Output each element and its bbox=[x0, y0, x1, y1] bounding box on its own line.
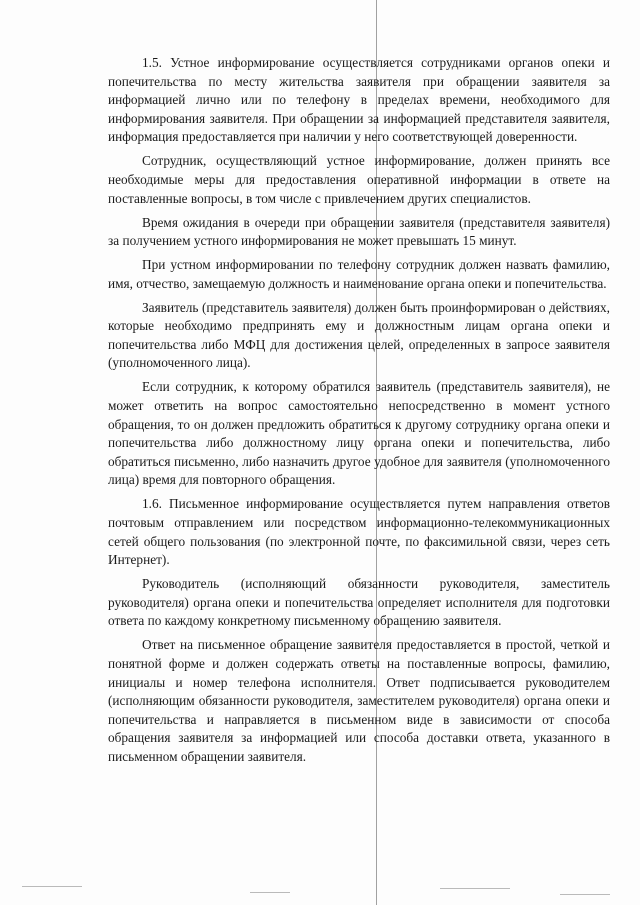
paragraph-1-6-written-info: 1.6. Письменное информирование осуществляется путем направления ответов почтовым отправлением или посредством информационно-телекоммуникационных сетей общего пользования (по электронной почте, по факсимильной связи, через сеть Интернет). bbox=[108, 496, 610, 568]
paragraph-written-reply: Ответ на письменное обращение заявителя предоставляется в простой, четкой и понятной форме и должен содержать ответы на поставленные вопросы, фамилию, инициалы и номер телефона исполнителя. Ответ подписывается руководителем (исполняющим обязанности руководителя, заместителем руководителя) органа опеки и попечительства и направляется в письменном виде в зависимости от способа обращения заявителя за информацией или способа доставки ответа, указанного в письменном обращении заявителя. bbox=[108, 637, 610, 764]
scan-artifact bbox=[560, 894, 610, 895]
paragraph-head-assigns: Руководитель (исполняющий обязанности руководителя, заместитель руководителя) органа опеки и попечительства определяет исполнителя для подготовки ответа по каждому конкретному письменному обращению заявителя. bbox=[108, 576, 610, 629]
paragraph-1-5-oral-info: 1.5. Устное информирование осуществляется сотрудниками органов опеки и попечительства по месту жительства заявителя при обращении заявителя за информацией лично или по телефону в пределах времени, необходимого для информирования заявителя. При обращении за информацией представителя заявителя, информация предоставляется при наличии у него соответствующей доверенности. bbox=[108, 55, 610, 145]
paragraph-waiting-time: Время ожидания в очереди при обращении заявителя (представителя заявителя) за получением устного информирования не может превышать 15 минут. bbox=[108, 214, 610, 249]
scan-artifact bbox=[250, 892, 290, 893]
paragraph-applicant-informed: Заявитель (представитель заявителя) должен быть проинформирован о действиях, которые необходимо предпринять ему и должностным лицам органа опеки и попечительства либо МФЦ для достижения целей, определенных в запросе заявителя (уполномоченного лица). bbox=[108, 299, 610, 371]
paragraph-redirect: Если сотрудник, к которому обратился заявитель (представитель заявителя), не может ответить на вопрос самостоятельно непосредственно в момент устного обращения, то он должен предложить обратиться к другому сотруднику органа опеки и попечительства либо должностному лицу органа опеки и попечительства, либо обратиться письменно, либо назначить другое удобное для заявителя (уполномоченного лица) время для повторного обращения. bbox=[108, 379, 610, 488]
scan-artifacts bbox=[0, 882, 640, 902]
paragraph-phone-info: При устном информировании по телефону сотрудник должен назвать фамилию, имя, отчество, замещаемую должность и наименование органа опеки и попечительства. bbox=[108, 257, 610, 291]
scan-artifact bbox=[440, 888, 510, 889]
document-body bbox=[108, 54, 610, 772]
paragraph-staff-measures: Сотрудник, осуществляющий устное информирование, должен принять все необходимые меры для предоставления оперативной информации в ответе на поставленные вопросы, в том числе с привлечением других специалистов. bbox=[108, 153, 610, 206]
scan-artifact bbox=[22, 886, 82, 887]
